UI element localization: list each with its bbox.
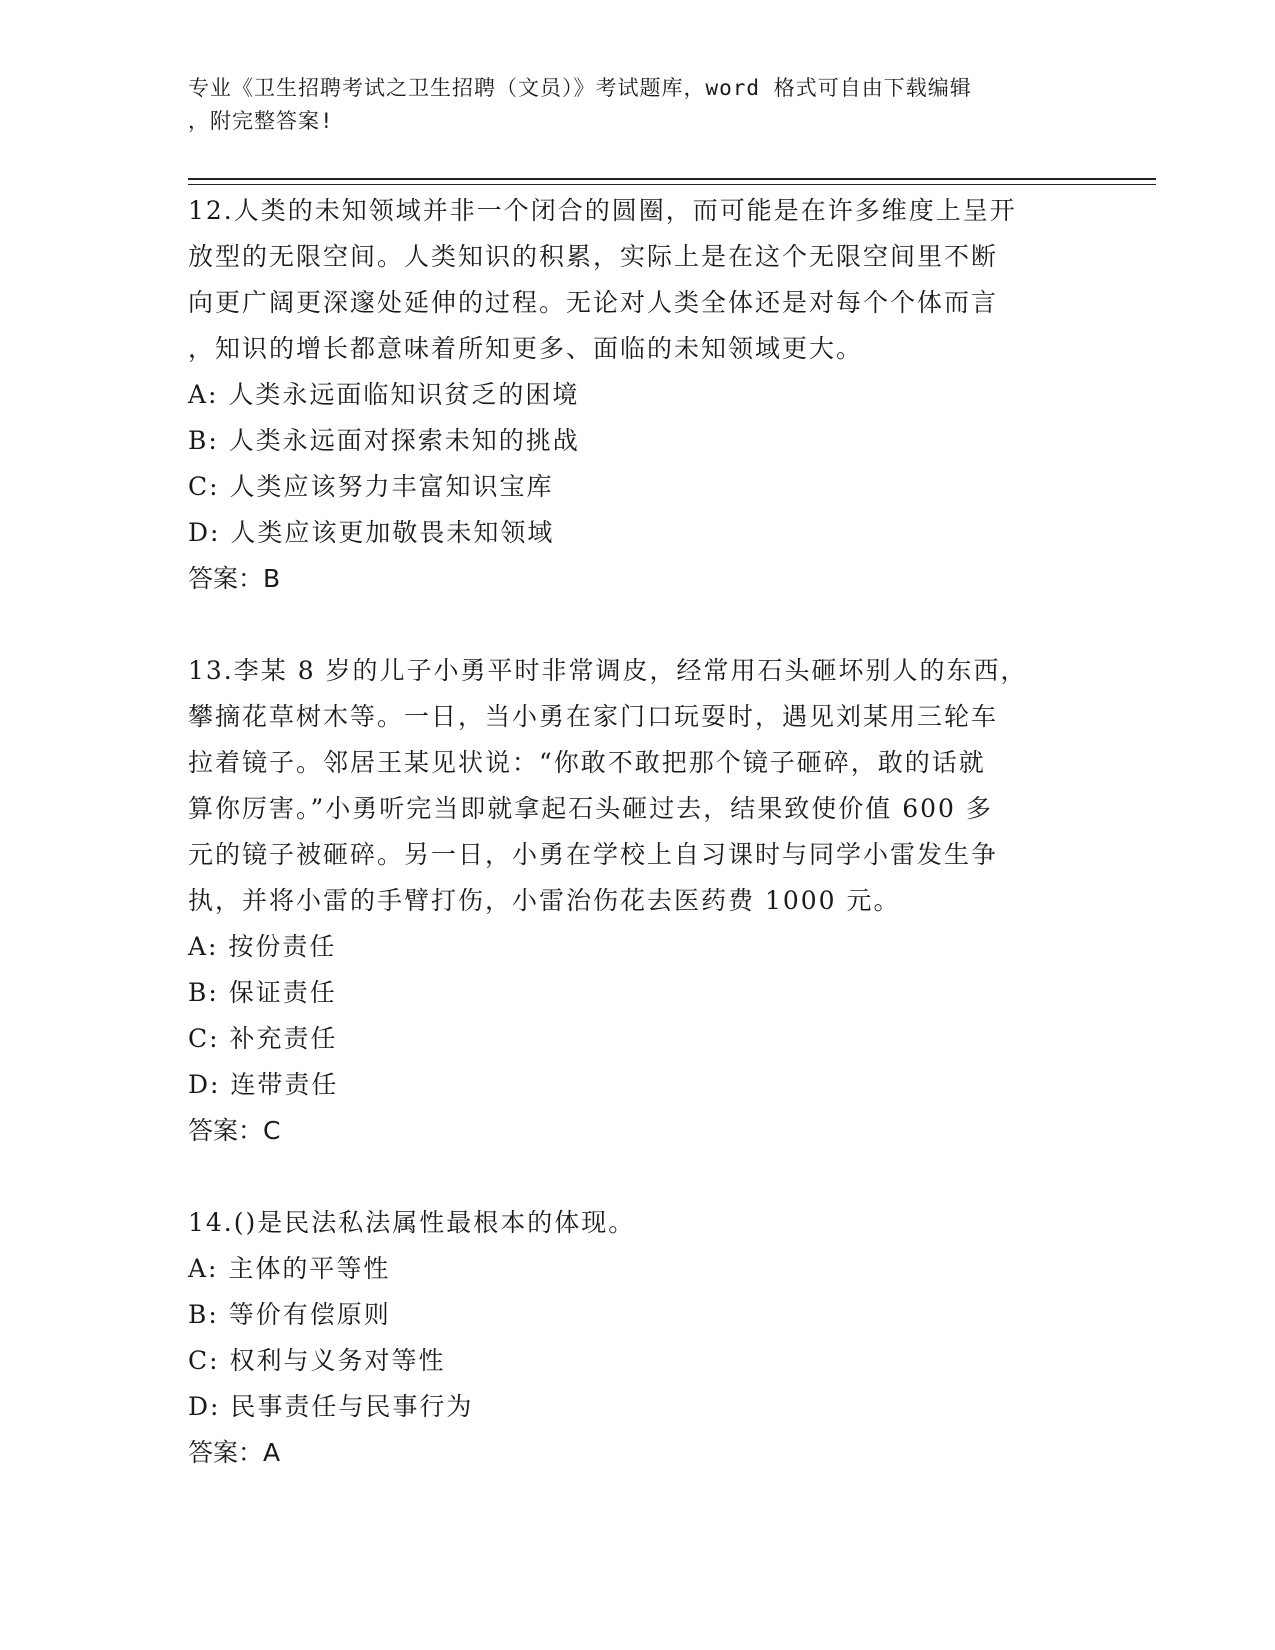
header-line-1: 专业《卫生招聘考试之卫生招聘（文员）》考试题库，word 格式可自由下载编辑	[188, 76, 972, 100]
spacer	[188, 602, 1088, 648]
stem-line: ，知识的增长都意味着所知更多、面临的未知领域更大。	[188, 334, 864, 363]
stem-line: 放型的无限空间。人类知识的积累，实际上是在这个无限空间里不断	[188, 242, 999, 271]
answer: 答案：A	[188, 1438, 281, 1467]
question-14	[188, 1200, 1088, 1476]
option-d: D: 连带责任	[188, 1070, 339, 1099]
option-c: C: 权利与义务对等性	[188, 1346, 446, 1375]
option-a: A: 人类永远面临知识贫乏的困境	[188, 380, 580, 409]
question-stem	[188, 1200, 1088, 1246]
question-list	[188, 188, 1088, 1476]
header-divider-thin	[188, 184, 1156, 185]
option-b: B: 人类永远面对探索未知的挑战	[188, 426, 580, 455]
page-header	[188, 72, 1088, 138]
stem-line: 13.李某 8 岁的儿子小勇平时非常调皮，经常用石头砸坏别人的东西，	[188, 656, 1028, 685]
stem-line: 元的镜子被砸碎。另一日，小勇在学校上自习课时与同学小雷发生争	[188, 840, 999, 869]
stem-line: 算你厉害。”小勇听完当即就拿起石头砸过去，结果致使价值 600 多	[188, 794, 993, 823]
option-b: B: 保证责任	[188, 978, 337, 1007]
stem-line: 12.人类的未知领域并非一个闭合的圆圈，而可能是在许多维度上呈开	[188, 196, 1017, 225]
option-b: B: 等价有偿原则	[188, 1300, 391, 1329]
option-d: D: 民事责任与民事行为	[188, 1392, 474, 1421]
stem-line: 执，并将小雷的手臂打伤，小雷治伤花去医药费 1000 元。	[188, 886, 901, 915]
question-13	[188, 648, 1088, 1154]
option-d: D: 人类应该更加敬畏未知领域	[188, 518, 555, 547]
option-a: A: 主体的平等性	[188, 1254, 391, 1283]
option-c: C: 人类应该努力丰富知识宝库	[188, 472, 554, 501]
option-c: C: 补充责任	[188, 1024, 338, 1053]
stem-line: 拉着镜子。邻居王某见状说：“你敢不敢把那个镜子砸碎，敢的话就	[188, 748, 986, 777]
answer: 答案：B	[188, 564, 281, 593]
question-12	[188, 188, 1088, 602]
header-divider-thick	[188, 178, 1156, 180]
stem-line: 向更广阔更深邃处延伸的过程。无论对人类全体还是对每个个体而言	[188, 288, 999, 317]
option-a: A: 按份责任	[188, 932, 337, 961]
question-stem	[188, 188, 1088, 372]
header-line-2: ，附完整答案!	[188, 109, 334, 133]
answer: 答案：C	[188, 1116, 281, 1145]
stem-line: 14.()是民法私法属性最根本的体现。	[188, 1208, 636, 1237]
question-stem	[188, 648, 1088, 924]
stem-line: 攀摘花草树木等。一日，当小勇在家门口玩耍时，遇见刘某用三轮车	[188, 702, 999, 731]
spacer	[188, 1154, 1088, 1200]
